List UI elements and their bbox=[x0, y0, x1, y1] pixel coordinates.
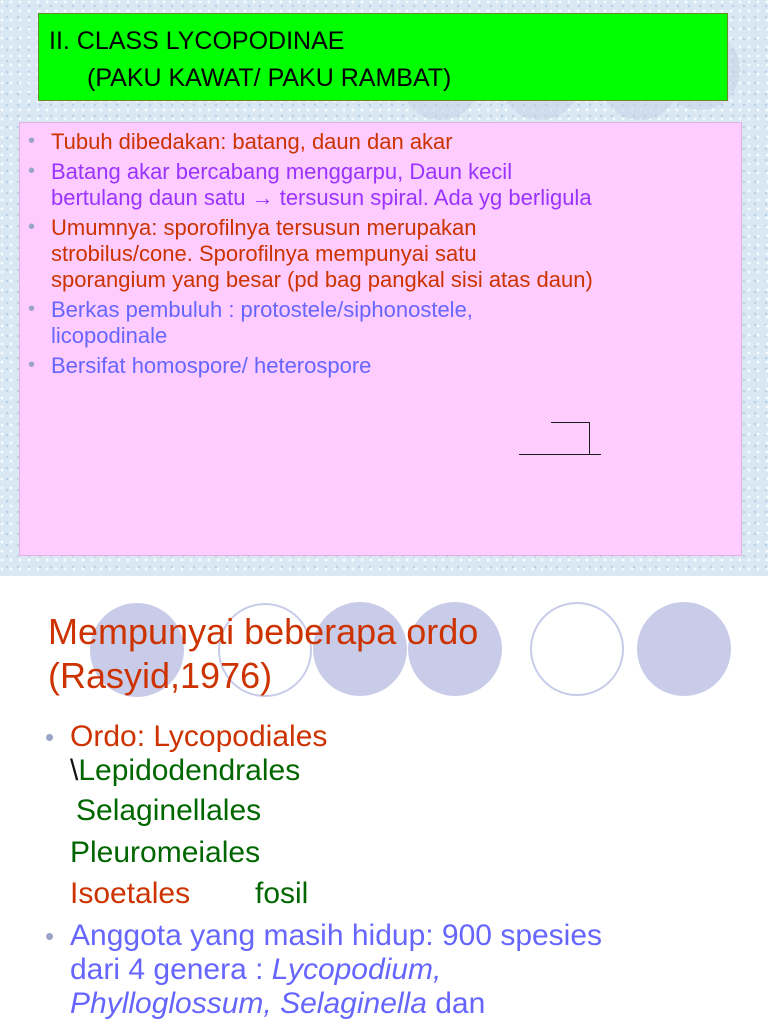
list-item-line: sporangium yang besar (pd bag pangkal sisi atas daun) bbox=[51, 267, 593, 292]
ordo-pleuromeiales: Pleuromeiales bbox=[70, 836, 261, 869]
isoetales-line bbox=[70, 877, 190, 911]
genus-lycopodium: Lycopodium, bbox=[271, 953, 442, 986]
list-item bbox=[20, 215, 593, 293]
list-item bbox=[20, 129, 593, 155]
genus-phylloglossum: Phylloglossum, bbox=[70, 987, 272, 1020]
list-item-line: strobilus/cone. Sporofilnya mempunyai satu bbox=[51, 241, 477, 266]
list-item-line: Berkas pembuluh : protostele/siphonostele, bbox=[51, 297, 473, 322]
list-item-line: bertulang daun satu → tersusun spiral. Ada yg berligula bbox=[51, 185, 592, 210]
backslash-char: \ bbox=[70, 754, 79, 787]
bullet-dot-icon: • bbox=[45, 921, 55, 951]
slide-title-line-2: (PAKU KAWAT/ PAKU RAMBAT) bbox=[87, 64, 452, 92]
drawn-line-vertical bbox=[589, 422, 590, 454]
list-item-line: Tubuh dibedakan: batang, daun dan akar bbox=[51, 129, 453, 154]
bullet-dot-icon: • bbox=[28, 216, 36, 238]
content-box bbox=[19, 122, 742, 556]
decorative-circle bbox=[530, 602, 624, 696]
drawn-line-bottom bbox=[519, 454, 601, 455]
slide-title-box bbox=[38, 13, 728, 101]
list-item-line: Umumnya: sporofilnya tersusun merupakan bbox=[51, 215, 477, 240]
list-item bbox=[20, 353, 593, 379]
list-item bbox=[20, 297, 593, 349]
anggota-line-1: Anggota yang masih hidup: 900 spesies bbox=[70, 919, 603, 952]
slide-2 bbox=[0, 576, 768, 1024]
bullet-dot-icon: • bbox=[28, 160, 36, 182]
bullet-list bbox=[20, 129, 593, 383]
conjunction-dan: dan bbox=[435, 987, 486, 1020]
fosil-label: fosil bbox=[255, 877, 309, 910]
ordo-lepidodendrales: Lepidodendrales bbox=[78, 754, 301, 787]
genera-prefix: dari 4 genera : bbox=[70, 953, 272, 986]
bullet-dot-icon: • bbox=[45, 722, 55, 752]
genus-selaginella: Selaginella bbox=[280, 987, 427, 1020]
drawn-line-top bbox=[551, 422, 590, 423]
bullet-dot-icon: • bbox=[28, 130, 36, 152]
slide-2-title bbox=[48, 610, 478, 698]
list-item-line: Bersifat homospore/ heterospore bbox=[51, 353, 372, 378]
ordo-selaginellales: Selaginellales bbox=[76, 794, 262, 827]
list-item-line: licopodinale bbox=[51, 323, 168, 348]
lepido-line bbox=[70, 754, 300, 788]
ordo-line bbox=[70, 720, 327, 754]
slide-2-title-line-1: Mempunyai beberapa ordo bbox=[48, 611, 479, 652]
list-item-line: Batang akar bercabang menggarpu, Daun kecil bbox=[51, 159, 513, 184]
ordo-isoetales: Isoetales bbox=[70, 877, 191, 910]
bullet-dot-icon: • bbox=[28, 298, 36, 320]
ordo-label: Ordo: Lycopodiales bbox=[70, 720, 328, 753]
slide-title-line-1: II. CLASS LYCOPODINAE bbox=[49, 27, 345, 55]
anggota-line-3 bbox=[70, 987, 485, 1021]
list-item bbox=[20, 159, 593, 211]
slide-2-title-line-2: (Rasyid,1976) bbox=[48, 655, 273, 696]
decorative-circle bbox=[637, 602, 731, 696]
bullet-dot-icon: • bbox=[28, 354, 36, 376]
anggota-line-2 bbox=[70, 953, 441, 987]
